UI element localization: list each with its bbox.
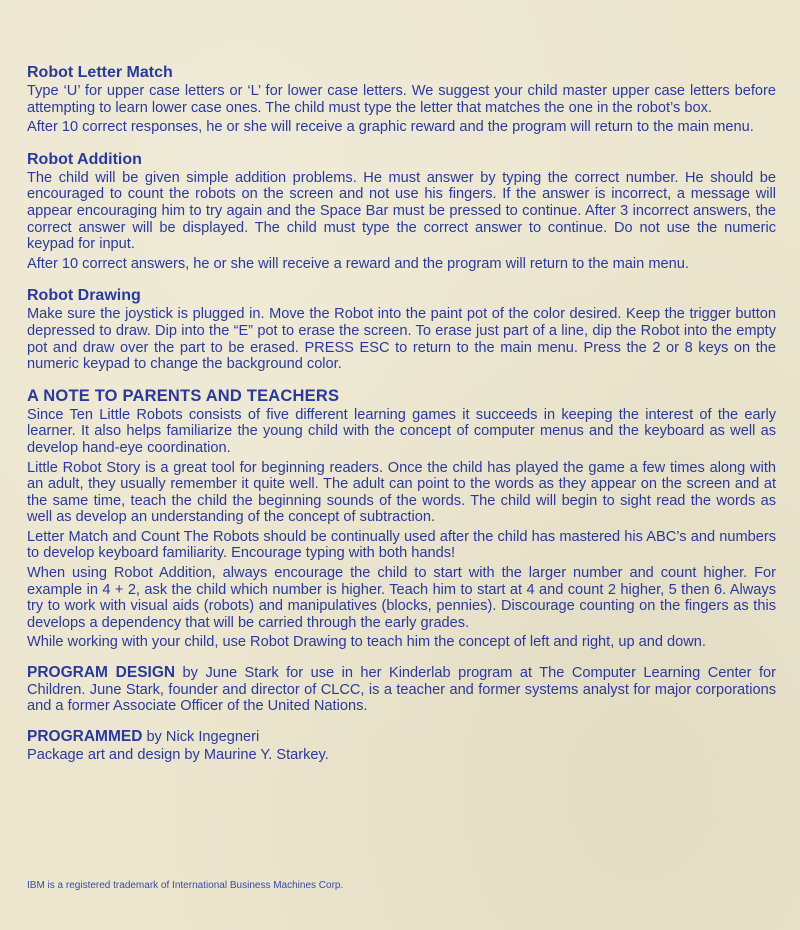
note-paragraph-5: While working with your child, use Robot Drawing to teach him the concept of left and right, up and down. bbox=[27, 634, 706, 651]
package-art-line: Package art and design by Maurine Y. Starkey. bbox=[27, 747, 329, 764]
robot-letter-match-paragraph-1: Type ‘U’ for upper case letters or ‘L’ for lower case letters. We suggest your child master upper case letters before attempting to learn lower case ones. The child must type the letter that matches the one in the robot’s box. bbox=[27, 83, 776, 116]
programmed-text: by Nick Ingegneri bbox=[142, 728, 260, 745]
section-note-to-parents bbox=[27, 387, 776, 651]
robot-drawing-paragraph-1: Make sure the joystick is plugged in. Move the Robot into the paint pot of the color desired. Keep the trigger button depressed to draw. Dip into the “E” pot to erase the screen. To erase just part of a line, dip the Robot into the empty pot and draw over the part to be erased. PRESS ESC to return to the main menu. Press the 2 or 8 keys on the numeric keypad to change the background color. bbox=[27, 306, 776, 373]
robot-drawing-heading: Robot Drawing bbox=[27, 287, 141, 305]
program-design-paragraph bbox=[27, 665, 776, 715]
program-design-text: by June Stark for use in her Kinderlab program at The Computer Learning Center for Children. June Stark, founder and director of CLCC, is a teacher and former systems analyst for major corporations and a former Associate Officer of the United Nations. bbox=[27, 665, 776, 715]
section-robot-drawing bbox=[27, 286, 776, 372]
section-robot-addition bbox=[27, 150, 776, 273]
section-robot-letter-match bbox=[27, 63, 776, 136]
note-heading: A NOTE TO PARENTS AND TEACHERS bbox=[27, 386, 340, 405]
trademark-footnote: IBM is a registered trademark of International Business Machines Corp. bbox=[27, 880, 344, 891]
robot-addition-paragraph-2: After 10 correct answers, he or she will receive a reward and the program will return to the main menu. bbox=[27, 255, 689, 272]
section-program-design bbox=[27, 665, 776, 715]
note-paragraph-4: When using Robot Addition, always encourage the child to start with the larger number and count higher. For example in 4 + 2, ask the child which number is higher. Teach him to start at 4 and count 2 higher, 5 then 6. Always try to work with visual aids (robots) and manipulatives (blocks, pennies). Discourage counting on the fingers as this develops a dependency that will be carried through the early grades. bbox=[27, 565, 776, 631]
program-design-label: PROGRAM DESIGN bbox=[27, 664, 176, 682]
note-paragraph-3: Letter Match and Count The Robots should be continually used after the child has mastered his ABC’s and numbers to develop keyboard familiarity. Encourage typing with both hands! bbox=[27, 528, 776, 562]
note-paragraph-1: Since Ten Little Robots consists of five different learning games it succeeds in keeping the interest of the early learner. It also helps familiarize the young child with the concept of computer menus and the keyboard as well as develop hand-eye coordination. bbox=[27, 406, 776, 456]
robot-addition-paragraph-1: The child will be given simple addition problems. He must answer by typing the correct number. He should be encouraged to count the robots on the screen and not use his fingers. If the answer is incorrect, a message will appear encouraging him to try again and the Space Bar must be pressed to continue. After 3 incorrect answers, the correct answer will be displayed. The child must type the correct answer to continue. Do not use the numeric keypad for input. bbox=[27, 169, 776, 253]
robot-letter-match-heading: Robot Letter Match bbox=[27, 64, 173, 81]
programmed-line bbox=[27, 729, 776, 746]
section-programmed bbox=[27, 729, 776, 764]
robot-addition-heading: Robot Addition bbox=[27, 150, 142, 168]
programmed-label: PROGRAMMED bbox=[27, 727, 143, 745]
note-paragraph-2: Little Robot Story is a great tool for beginning readers. Once the child has played the game a few times along with an adult, they usually remember it quite well. The adult can point to the words as they appear on the screen and at the same time, teach the child the beginning sounds of the words. The child will begin to sight read the words as well as develop an understanding of the concept of subtraction. bbox=[27, 459, 776, 526]
robot-letter-match-paragraph-2: After 10 correct responses, he or she will receive a graphic reward and the program will return to the main menu. bbox=[27, 119, 754, 136]
